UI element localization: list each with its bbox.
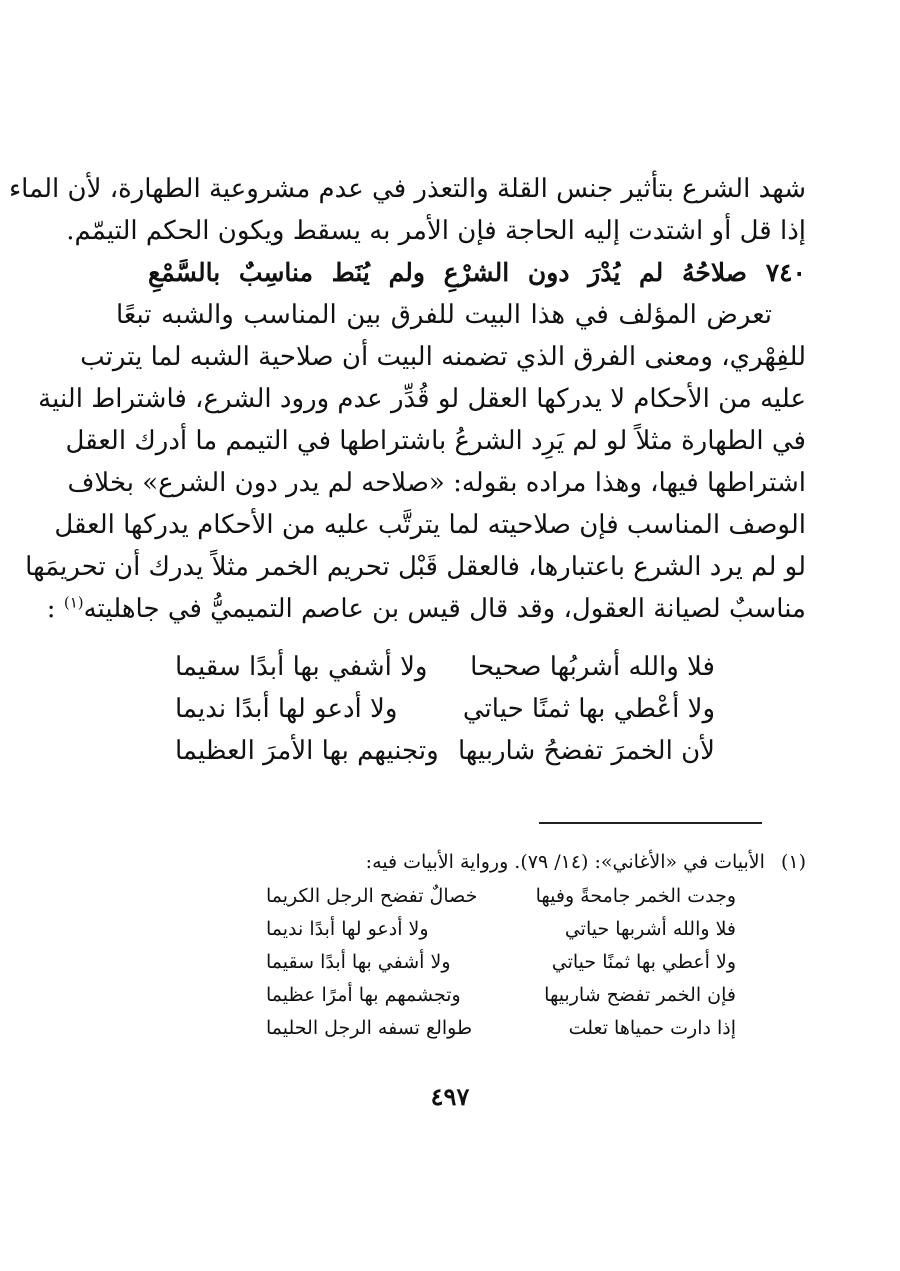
footnote-second-hemistich: ولا أدعو لها أبدًا نديما	[266, 918, 429, 940]
footnote-separator	[539, 822, 762, 824]
footnote-first-hemistich: فإن الخمر تفضح شاربيها	[544, 984, 736, 1006]
footnote-first-hemistich: فلا والله أشربها حياتي	[564, 918, 736, 940]
footnote-second-hemistich: طوالع تسفه الرجل الحليما	[266, 1017, 473, 1039]
verse-title: ٧٤٠ صلاحُهُ لم يُدْرَ دون الشرْعِ ولم يُنَط مناسِبٌ بالسَّمْعِ	[147, 258, 806, 287]
page-number: ٤٩٧	[430, 1082, 470, 1111]
poem-second-hemistich: وتجنيهم بها الأمرَ العظيما	[175, 736, 439, 766]
text-segment: مناسبٌ لصيانة العقول، وقد قال قيس بن عاصم التميميُّ في جاهليته	[83, 594, 806, 624]
poem-first-hemistich: ولا أعْطي بها ثمنًا حياتي	[462, 694, 715, 724]
text-line: الوصف المناسب فإن صلاحيته لما يترتَّب عليه من الأحكام يدركها العقل	[54, 510, 806, 540]
poem-second-hemistich: ولا أشفي بها أبدًا سقيما	[175, 652, 428, 682]
footnote	[116, 846, 806, 1045]
footnote-second-hemistich: وتجشمهم بها أمرًا عظيما	[266, 984, 461, 1006]
text-line: لو لم يرد الشرع باعتبارها، فالعقل قَبْل تحريم الخمر مثلاً يدرك أن تحريمَها	[25, 552, 806, 582]
footnote-verse	[266, 946, 736, 979]
poem-first-hemistich: فلا والله أشربُها صحيحا	[470, 652, 715, 682]
text-line: تعرض المؤلف في هذا البيت للفرق بين المناسب والشبه تبعًا	[116, 300, 772, 330]
text-line: شهد الشرع بتأثير جنس القلة والتعذر في عدم مشروعية الطهارة، لأن الماء	[8, 174, 806, 204]
footnote-first-hemistich: وجدت الخمر جامحةً وفيها	[535, 885, 736, 907]
poem-verse	[175, 646, 715, 688]
text-line: إذا قل أو اشتدت إليه الحاجة فإن الأمر به يسقط ويكون الحكم التيمّم.	[66, 216, 806, 246]
text-line-with-footnote-ref	[46, 588, 806, 630]
text-line: للفِهْري، ومعنى الفرق الذي تضمنه البيت أن صلاحية الشبه لما يترتب	[80, 342, 806, 372]
colon: :	[46, 594, 56, 624]
poem	[175, 646, 715, 772]
footnote-second-hemistich: ولا أشفي بها أبدًا سقيما	[266, 951, 451, 973]
footnote-reference[interactable]: (١)	[63, 593, 84, 612]
footnote-verse	[266, 880, 736, 913]
footnote-first-hemistich: ولا أعطي بها ثمنًا حياتي	[551, 951, 736, 973]
main-text	[8, 168, 806, 630]
footnote-text: الأبيات في «الأغاني»: (١٤/ ٧٩). ورواية الأبيات فيه:	[365, 851, 765, 873]
footnote-verse	[266, 913, 736, 946]
footnote-second-hemistich: خصالٌ تفضح الرجل الكريما	[266, 885, 478, 907]
footnote-verse	[266, 1012, 736, 1045]
poem-verse	[175, 688, 715, 730]
text-line: في الطهارة مثلاً لو لم يَرِد الشرعُ باشتراطها في التيمم ما أدرك العقل	[65, 426, 806, 456]
footnote-number: (١)	[780, 851, 806, 873]
text-line: اشتراطها فيها، وهذا مراده بقوله: «صلاحه لم يدر دون الشرع» بخلاف	[67, 468, 806, 498]
poem-verse	[175, 730, 715, 772]
footnote-verse	[266, 979, 736, 1012]
footnote-header	[116, 846, 806, 878]
text-line: عليه من الأحكام لا يدركها العقل لو قُدِّر عدم ورود الشرع، فاشتراط النية	[38, 384, 806, 414]
poem-second-hemistich: ولا أدعو لها أبدًا نديما	[175, 694, 398, 724]
footnote-first-hemistich: إذا دارت حمياها تعلت	[568, 1017, 736, 1039]
poem-first-hemistich: لأن الخمرَ تفضحُ شاربيها	[458, 736, 715, 766]
footnote-poem	[266, 880, 736, 1045]
